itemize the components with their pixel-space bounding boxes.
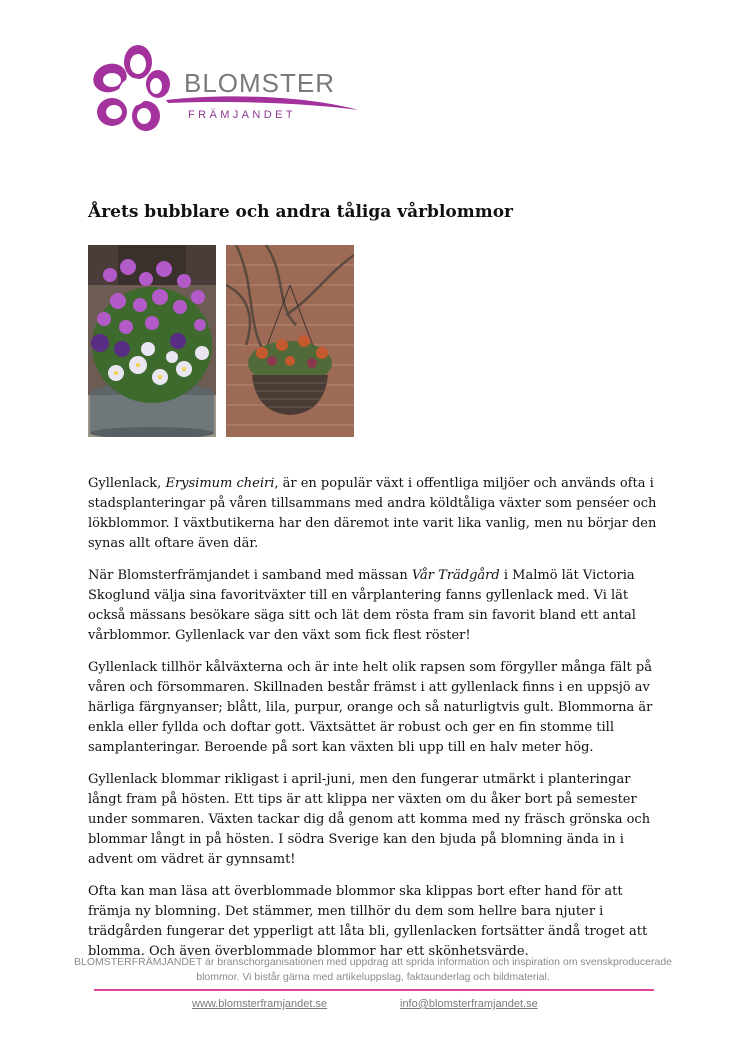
brand-subtitle: FRÄMJANDET: [188, 109, 296, 121]
photo-violets-pot: [88, 245, 216, 437]
paragraph-4: Gyllenlack blommar rikligast i april-juni, men den fungerar utmärkt i planteringar långt fram på hösten. Ett tips är att klippa ner växten om du åker bort på semester under sommaren. Växten tackar dig då genom att komma med ny fräsch grönska och blommar långt in på hösten. I södra Sverige kan den bjuda på blomning ända in i advent om vädret är gynnsamt!: [88, 772, 651, 867]
paragraph-5: Ofta kan man läsa att överblommade blommor ska klippas bort efter hand för att främja ny blomning. Det stämmer, men tillhör du dem som hellre bara njuter i trädgården fungerar det ypperligt att låta bli, gyllenlacken fortsätter ändå troget att blomma. Och även överblommade blommor har ett skönhetsvärde.: [88, 884, 648, 959]
paragraph-3: Gyllenlack tillhör kålväxterna och är inte helt olik rapsen som förgyller många fält på våren och försommaren. Skillnaden består främst i att gyllenlack finns i en uppsjö av härliga färgnyanser; blått, lila, purpur, orange och så naturligtvis gult. Blommorna är enkla eller fyllda och doftar gott. Växtsättet är robust och ger en fin stomme till samplanteringar. Beroende på sort kan växten bli upp till en halv meter hög.: [88, 660, 653, 755]
article-body: [88, 474, 663, 974]
article-title: Årets bubblare och andra tåliga vårblommor: [88, 202, 514, 222]
species-name: Erysimum cheiri: [165, 476, 275, 491]
footer-divider: [94, 989, 654, 991]
paragraph-2: När Blomsterfrämjandet i samband med mässan Vår Trädgård i Malmö lät Victoria Skoglund välja sina favoritväxter till en vårplantering fanns gyllenlack med. Vi lät också mässans besökare säga sitt och lät dem rösta fram sin favorit bland ett antal vårblommor. Gyllenlack var den växt som fick flest röster!: [88, 568, 636, 643]
fair-name: Vår Trädgård: [411, 568, 500, 583]
website-link[interactable]: www.blomsterframjandet.se: [192, 998, 328, 1010]
footer-note: BLOMSTERFRÄMJANDET är branschorganisationen med uppdrag att sprida information och inspiration om svenskproducerade blommor. Vi bistår gärna med artikeluppslag, faktaunderlag och bildmaterial.: [73, 956, 672, 983]
email-link[interactable]: info@blomsterframjandet.se: [400, 998, 538, 1010]
photo-hanging-basket: [226, 245, 354, 437]
paragraph-1: Gyllenlack, Erysimum cheiri, är en populär växt i offentliga miljöer och används ofta i stadsplanteringar på våren tillsammans med andra köldtåliga växter som penséer och lökblommor. I växtbutikerna har den däremot inte varit lika vanlig, men nu börjar den synas allt oftare även där.: [88, 476, 657, 551]
brand-name: BLOMSTER: [184, 68, 336, 98]
